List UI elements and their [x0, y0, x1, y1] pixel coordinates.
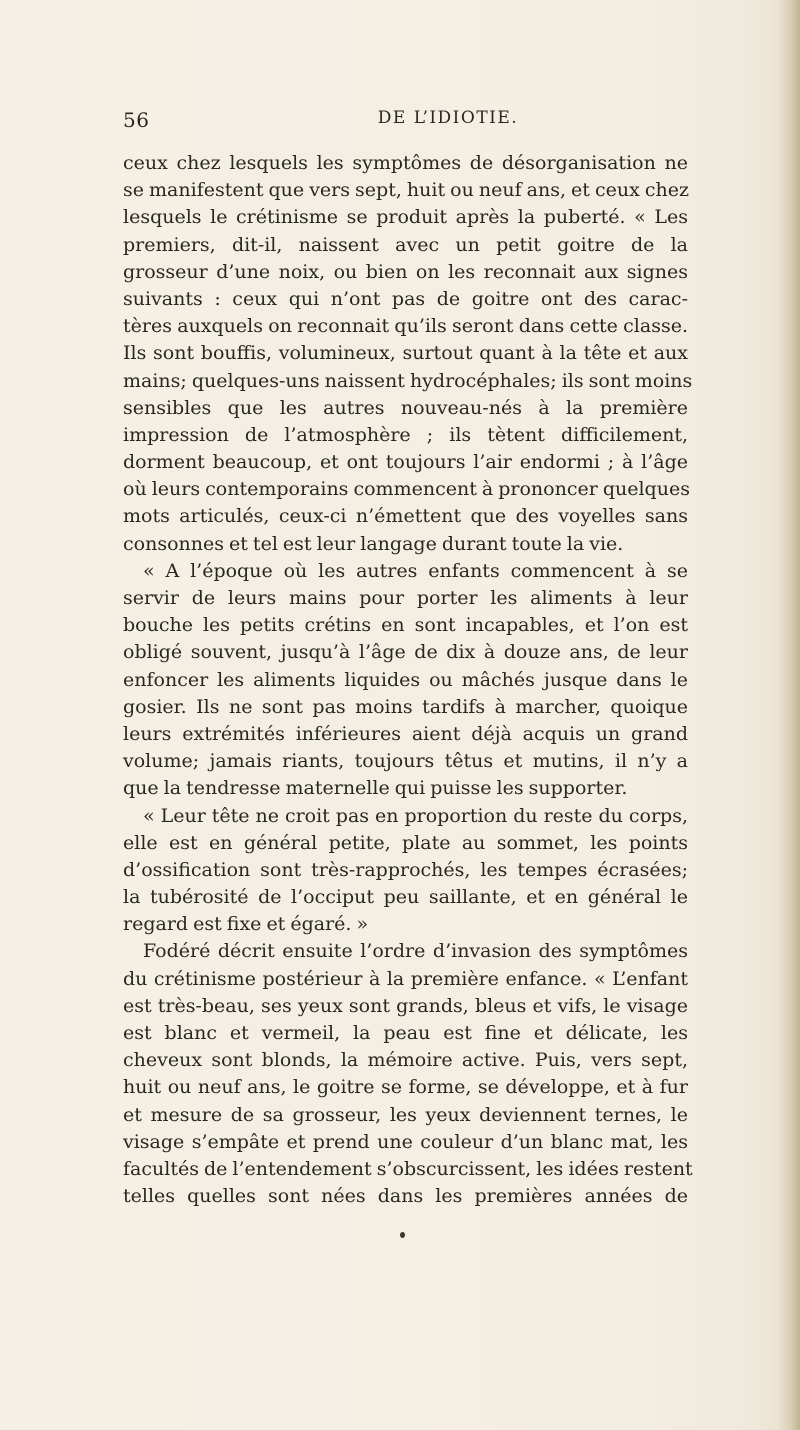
text-line: visage s’empâte et prend une couleur d’un blanc mat, les	[123, 1130, 688, 1153]
text-line: ceux chez lesquels les symptômes de désorganisation ne	[123, 152, 688, 174]
text-line: consonnes et tel est leur langage durant toute la vie.	[123, 532, 624, 555]
text-line: dorment beaucoup, et ont toujours l’air endormi ; à l’âge	[123, 451, 688, 474]
text-line: et mesure de sa grosseur, les yeux deviennent ternes, le	[123, 1103, 688, 1126]
text-line: enfoncer les aliments liquides ou mâchés jusque dans le	[123, 668, 688, 691]
text-line: d’ossification sont très-rapprochés, les tempes écrasées;	[123, 858, 688, 881]
text-line: est très-beau, ses yeux sont grands, bleus et vifs, le visage	[123, 994, 688, 1017]
body-text	[123, 150, 693, 1210]
text-line: gosier. Ils ne sont pas moins tardifs à marcher, quoique	[123, 695, 688, 718]
text-line: la tubérosité de l’occiput peu saillante, et en général le	[123, 886, 688, 909]
text-line: premiers, dit-il, naissent avec un petit goitre de la	[123, 233, 688, 256]
text-line: impression de l’atmosphère ; ils tètent difficilement,	[123, 423, 688, 446]
text-line: bouche les petits crétins en sont incapables, et l’on est	[123, 614, 688, 637]
text-line: huit ou neuf ans, le goitre se forme, se développe, et à fur	[123, 1076, 688, 1099]
text-line: telles quelles sont nées dans les premières années de	[123, 1185, 688, 1208]
text-line: « A l’époque où les autres enfants commencent à se	[143, 559, 688, 582]
text-line: facultés de l’entendement s’obscurcissent, les idées restent	[123, 1157, 693, 1180]
text-line: volume; jamais riants, toujours têtus et mutins, il n’y a	[123, 750, 688, 773]
text-line: Fodéré décrit ensuite l’ordre d’invasion des symptômes	[143, 940, 688, 963]
running-title: DE L’IDIOTIE.	[377, 108, 519, 128]
page-header	[123, 108, 688, 138]
text-line: mots articulés, ceux-ci n’émettent que des voyelles sans	[123, 505, 688, 528]
text-line: se manifestent que vers sept, huit ou neuf ans, et ceux chez	[123, 179, 689, 202]
text-line: « Leur tête ne croit pas en proportion du reste du corps,	[143, 804, 688, 827]
text-line: sensibles que les autres nouveau-nés à la première	[123, 396, 688, 419]
text-line: mains; quelques-uns naissent hydrocéphales; ils sont moins	[123, 369, 693, 392]
page-number: 56	[123, 108, 150, 132]
text-line: elle est en général petite, plate au sommet, les points	[123, 831, 688, 854]
text-line: servir de leurs mains pour porter les aliments à leur	[123, 587, 688, 609]
text-line: grosseur d’une noix, ou bien on les reconnait aux signes	[123, 260, 688, 283]
text-line: que la tendresse maternelle qui puisse les supporter.	[123, 777, 628, 800]
text-line: Ils sont bouffis, volumineux, surtout quant à la tête et aux	[123, 342, 688, 365]
text-line: est blanc et vermeil, la peau est fine et délicate, les	[123, 1022, 688, 1044]
text-line: leurs extrémités inférieures aient déjà acquis un grand	[123, 722, 688, 745]
text-line: où leurs contemporains commencent à prononcer quelques	[123, 478, 690, 501]
text-line: tères auxquels on reconnait qu’ils seront dans cette classe.	[123, 315, 688, 338]
ink-dot-mark	[400, 1232, 405, 1238]
text-line: regard est fixe et égaré. »	[123, 913, 369, 936]
text-line: suivants : ceux qui n’ont pas de goitre ont des carac-	[123, 287, 688, 310]
text-line: lesquels le crétinisme se produit après la puberté. « Les	[123, 206, 688, 229]
text-line: du crétinisme postérieur à la première enfance. « L’enfant	[123, 967, 688, 990]
text-line: cheveux sont blonds, la mémoire active. Puis, vers sept,	[123, 1049, 688, 1072]
text-line: obligé souvent, jusqu’à l’âge de dix à douze ans, de leur	[123, 641, 688, 664]
page-edge-shadow	[778, 0, 800, 1430]
